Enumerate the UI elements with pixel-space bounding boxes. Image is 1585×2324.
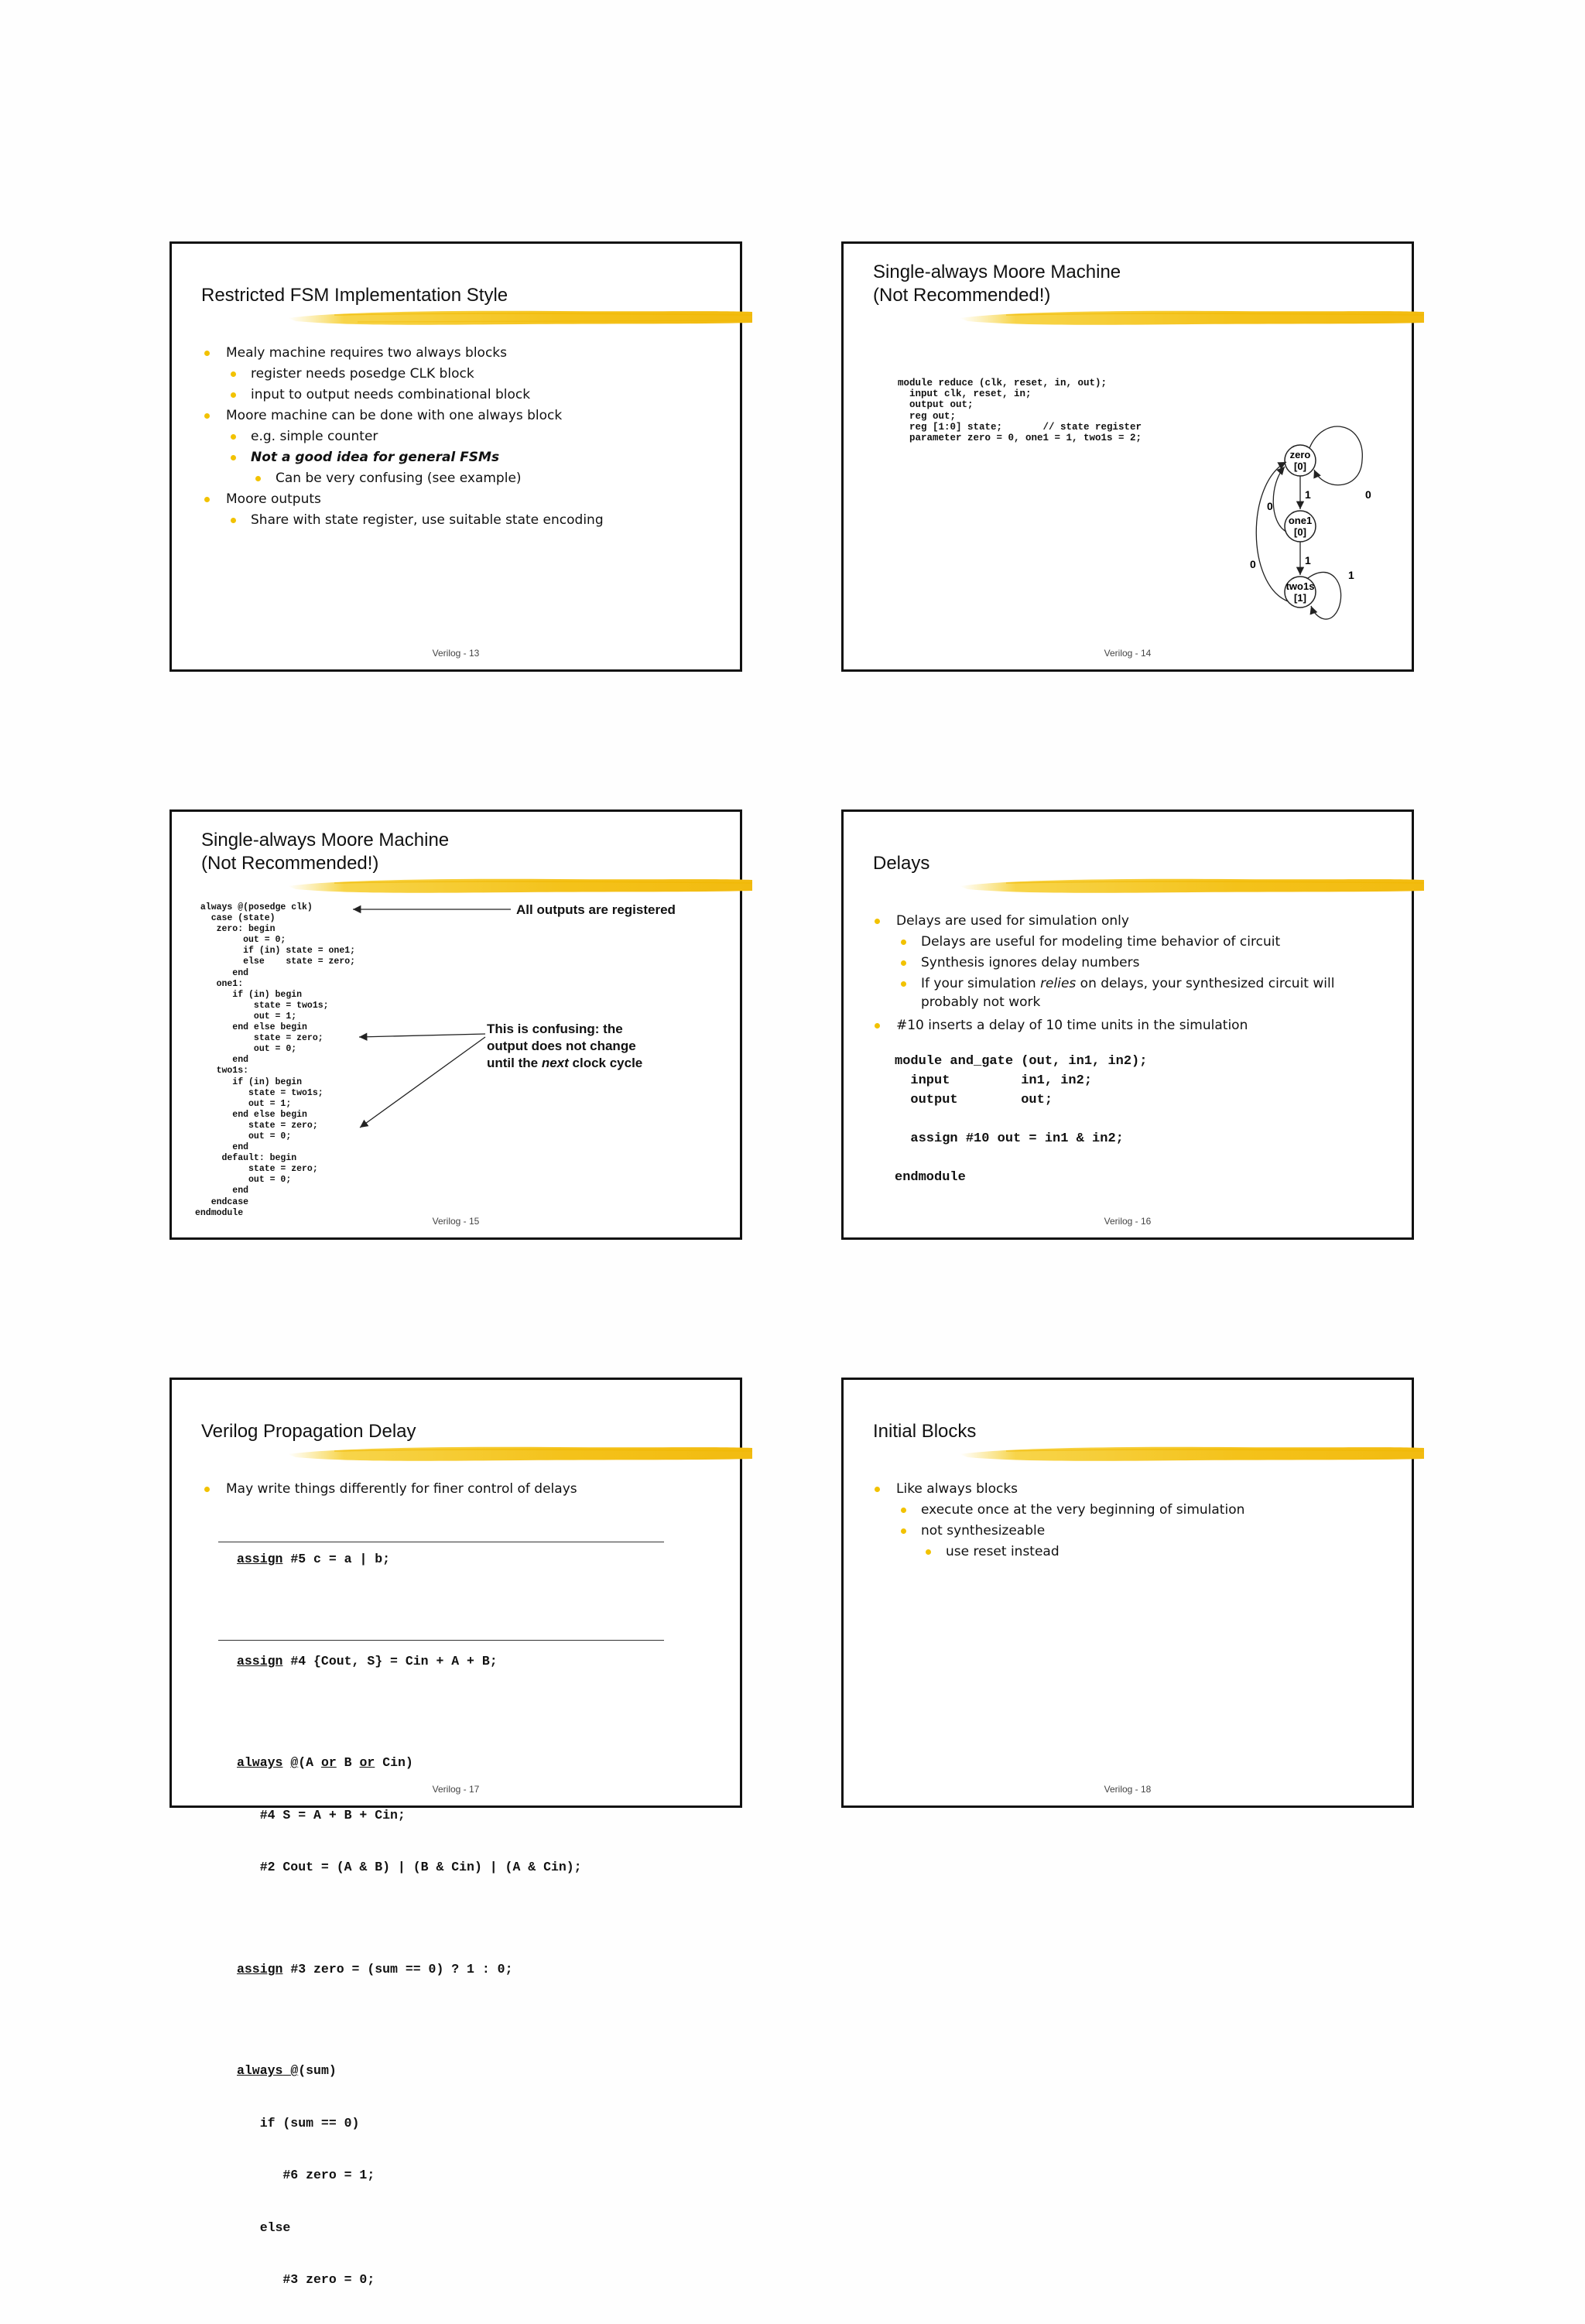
edge-one1-to-zero <box>1273 467 1286 532</box>
bullet: Delays are used for simulation only <box>871 911 1334 932</box>
slide-footer: Verilog - 16 <box>1104 1216 1152 1227</box>
code-line: #6 zero = 1; <box>237 2168 375 2182</box>
bullet-list <box>201 343 604 531</box>
slide-13 <box>169 241 742 672</box>
highlighter-brush-stroke <box>288 306 752 330</box>
state-one1-output: [0] <box>1294 526 1306 538</box>
highlighter-brush-stroke <box>960 1442 1424 1467</box>
slide-17 <box>169 1378 742 2287</box>
edge-label: 0 <box>1365 488 1371 501</box>
verilog-code: module and_gate (out, in1, in2); input in1, in2; output out; assign #10 out = in1 & in2; endmodule <box>895 1054 1148 1185</box>
code-line: always @(A or B or Cin) <box>237 1755 413 1770</box>
slide-14 <box>841 241 1414 672</box>
annotation-line: until the next clock cycle <box>487 1056 643 1070</box>
state-one1-name: one1 <box>1288 515 1313 526</box>
highlighter-brush-stroke <box>960 306 1424 330</box>
state-zero-name: zero <box>1289 449 1311 460</box>
state-two1s-name: two1s <box>1285 580 1315 592</box>
state-diagram <box>1231 414 1416 646</box>
bullet: not synthesizeable <box>871 1521 1244 1542</box>
edge-two1s-to-zero <box>1256 462 1288 601</box>
edge-label: 1 <box>1305 554 1311 566</box>
bullet: Moore machine can be done with one always block <box>201 406 604 426</box>
bullet-emphasis: Not a good idea for general FSMs <box>201 447 604 468</box>
annotation-arrows <box>172 812 745 1242</box>
state-zero-output: [0] <box>1294 460 1306 472</box>
slide-15 <box>169 809 742 1240</box>
code-line: assign #5 c = a | b; <box>237 1552 391 1566</box>
slide-title-line-2: (Not Recommended!) <box>873 285 1051 306</box>
bullet: #10 inserts a delay of 10 time units in the simulation <box>871 1015 1334 1036</box>
slide-footer: Verilog - 18 <box>1104 1784 1152 1795</box>
code-line: else <box>237 2220 291 2235</box>
bullet: input to output needs combinational block <box>201 385 604 406</box>
highlighter-brush-stroke <box>960 874 1424 898</box>
code-line: #3 zero = 0; <box>237 2272 375 2287</box>
edge-label: 1 <box>1305 488 1311 501</box>
slide-title-line-1: Single-always Moore Machine <box>873 262 1121 282</box>
bullet: use reset instead <box>871 1542 1244 1562</box>
slide-title: Restricted FSM Implementation Style <box>201 285 508 306</box>
annotation-line: output does not change <box>487 1039 636 1053</box>
bullet: Delays are useful for modeling time behavior of circuit <box>871 932 1334 953</box>
edge-zero-self <box>1309 426 1362 485</box>
highlighter-brush-stroke <box>288 1442 752 1467</box>
slide-title-line-2: (Not Recommended!) <box>201 853 379 874</box>
verilog-code: always @(posedge clk) case (state) zero: begin out = 0; if (in) state = one1; else state = zero; end one1: if (in) begin state = two1s; out = 1; end else begin state = zero; out = 0; end two1s: if (in) begin state = two1s; out = 1; end else begin state = zero; out = 0; end default: begin state = zero; out = 0; end endcase endmodule <box>195 902 356 1218</box>
bullet: If your simulation relies on delays, your synthesized circuit will <box>871 974 1334 994</box>
state-two1s-output: [1] <box>1294 592 1306 604</box>
code-line: #4 S = A + B + Cin; <box>237 1807 406 1823</box>
bullet: Mealy machine requires two always blocks <box>201 343 604 364</box>
slide-footer: Verilog - 15 <box>432 1216 480 1227</box>
bullet: May write things differently for finer control of delays <box>201 1479 577 1500</box>
edge-label: 0 <box>1267 500 1273 512</box>
slide-title: Delays <box>873 853 930 874</box>
code-line: if (sum == 0) <box>237 2115 360 2131</box>
verilog-code-block <box>237 1516 582 2324</box>
edge-label: 0 <box>1250 558 1256 570</box>
bullet: Share with state register, use suitable state encoding <box>201 510 604 531</box>
bullet-list <box>871 911 1334 1036</box>
slide-18 <box>841 1378 1414 1808</box>
bullet-list <box>871 1479 1244 1562</box>
code-line: #2 Cout = (A & B) | (B & Cin) | (A & Cin); <box>237 1860 582 1874</box>
bullet: Moore outputs <box>201 489 604 510</box>
annotation-registered: All outputs are registered <box>516 902 676 917</box>
bullet: Like always blocks <box>871 1479 1244 1500</box>
slide-footer: Verilog - 13 <box>432 648 480 659</box>
code-line: assign #4 {Cout, S} = Cin + A + B; <box>237 1653 498 1669</box>
bullet-continuation: probably not work <box>921 994 1041 1010</box>
edge-label: 1 <box>1348 569 1354 581</box>
slide-title: Initial Blocks <box>873 1421 977 1442</box>
slide-16 <box>841 809 1414 1240</box>
slide-title-line-1: Single-always Moore Machine <box>201 830 450 851</box>
code-line: always @(sum) <box>237 2063 337 2078</box>
annotation-line: This is confusing: the <box>487 1022 623 1036</box>
bullet-list <box>201 1479 577 1500</box>
bullet: register needs posedge CLK block <box>201 364 604 385</box>
bullet: Can be very confusing (see example) <box>201 468 604 489</box>
bullet: e.g. simple counter <box>201 426 604 447</box>
bullet: Synthesis ignores delay numbers <box>871 953 1334 974</box>
code-line: assign #3 zero = (sum == 0) ? 1 : 0; <box>237 1961 513 1977</box>
verilog-code: module reduce (clk, reset, in, out); input clk, reset, in; output out; reg out; reg [1:0] state; // state register parameter zero = 0, one1 = 1, two1s = 2; <box>898 378 1142 444</box>
slide-footer: Verilog - 14 <box>1104 648 1152 659</box>
section-divider <box>218 1640 664 1641</box>
slide-footer: Verilog - 17 <box>432 1784 480 1795</box>
bullet: execute once at the very beginning of simulation <box>871 1500 1244 1521</box>
slide-title: Verilog Propagation Delay <box>201 1421 416 1442</box>
